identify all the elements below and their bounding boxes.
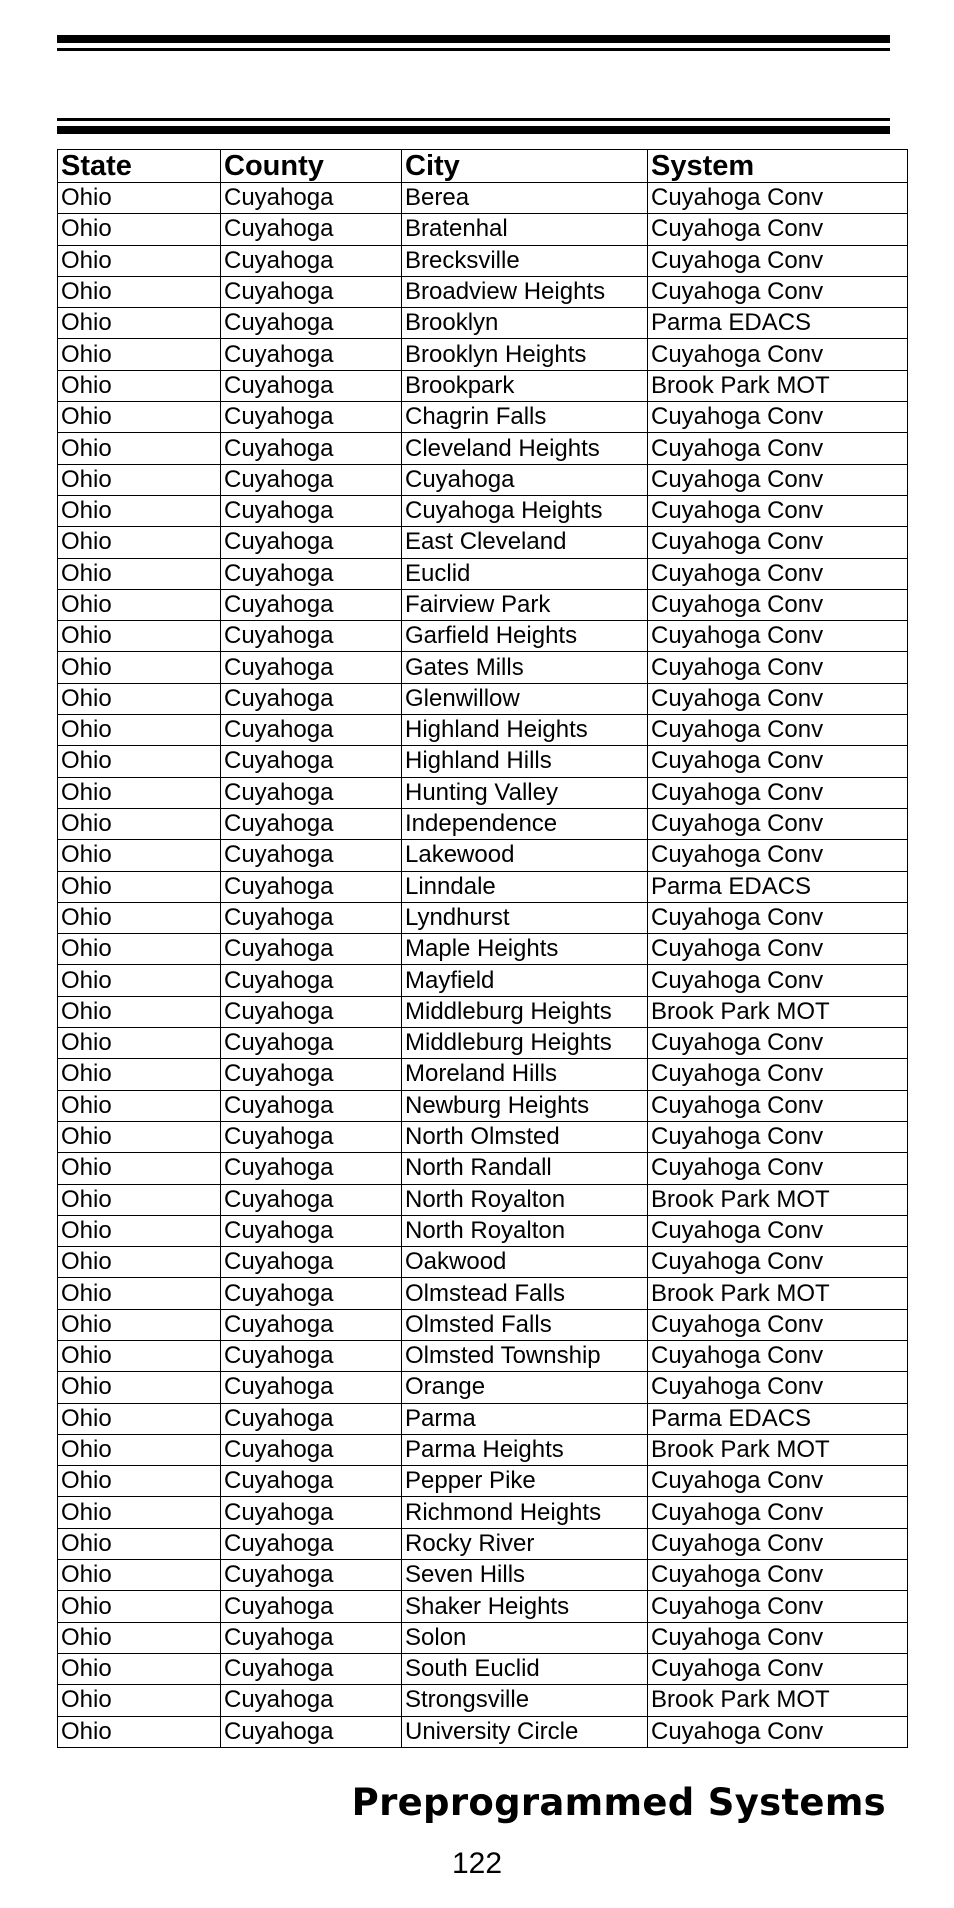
cell-system: Cuyahoga Conv (648, 902, 908, 933)
cell-state: Ohio (58, 214, 221, 245)
cell-county: Cuyahoga (221, 965, 402, 996)
cell-city: Glenwillow (402, 683, 648, 714)
cell-state: Ohio (58, 339, 221, 370)
cell-city: North Royalton (402, 1215, 648, 1246)
cell-city: Independence (402, 808, 648, 839)
table-row (58, 1153, 908, 1184)
cell-state: Ohio (58, 1215, 221, 1246)
cell-state: Ohio (58, 965, 221, 996)
cell-city: Euclid (402, 558, 648, 589)
cell-system: Parma EDACS (648, 1403, 908, 1434)
table-row (58, 746, 908, 777)
table-row (58, 1622, 908, 1653)
cell-system: Cuyahoga Conv (648, 1653, 908, 1684)
cell-system: Cuyahoga Conv (648, 464, 908, 495)
table-row (58, 1466, 908, 1497)
table-row (58, 1059, 908, 1090)
table-row (58, 652, 908, 683)
cell-state: Ohio (58, 1434, 221, 1465)
table-row (58, 527, 908, 558)
cell-county: Cuyahoga (221, 589, 402, 620)
cell-county: Cuyahoga (221, 339, 402, 370)
cell-city: Highland Hills (402, 746, 648, 777)
table-row (58, 1028, 908, 1059)
table-row (58, 339, 908, 370)
cell-system: Cuyahoga Conv (648, 1340, 908, 1371)
cell-system: Cuyahoga Conv (648, 965, 908, 996)
cell-county: Cuyahoga (221, 1184, 402, 1215)
table-row (58, 1591, 908, 1622)
table-row (58, 1653, 908, 1684)
cell-state: Ohio (58, 1340, 221, 1371)
cell-city: Strongsville (402, 1685, 648, 1716)
cell-state: Ohio (58, 402, 221, 433)
header-rule-thin (57, 48, 890, 51)
cell-county: Cuyahoga (221, 1278, 402, 1309)
cell-city: Olmsted Township (402, 1340, 648, 1371)
cell-state: Ohio (58, 1247, 221, 1278)
cell-system: Cuyahoga Conv (648, 1153, 908, 1184)
cell-city: Rocky River (402, 1528, 648, 1559)
cell-system: Cuyahoga Conv (648, 683, 908, 714)
cell-state: Ohio (58, 808, 221, 839)
cell-county: Cuyahoga (221, 276, 402, 307)
cell-county: Cuyahoga (221, 1059, 402, 1090)
cell-system: Cuyahoga Conv (648, 934, 908, 965)
page-number: 122 (451, 1847, 503, 1880)
cell-county: Cuyahoga (221, 1247, 402, 1278)
cell-system: Cuyahoga Conv (648, 402, 908, 433)
cell-city: Linndale (402, 871, 648, 902)
cell-state: Ohio (58, 433, 221, 464)
cell-system: Brook Park MOT (648, 1184, 908, 1215)
cell-city: Olmsted Falls (402, 1309, 648, 1340)
cell-system: Cuyahoga Conv (648, 183, 908, 214)
cell-city: Mayfield (402, 965, 648, 996)
cell-city: Parma Heights (402, 1434, 648, 1465)
header-county: County (221, 150, 402, 183)
table-row (58, 808, 908, 839)
cell-state: Ohio (58, 1685, 221, 1716)
table-row (58, 276, 908, 307)
cell-state: Ohio (58, 1622, 221, 1653)
cell-state: Ohio (58, 1466, 221, 1497)
cell-state: Ohio (58, 652, 221, 683)
cell-system: Cuyahoga Conv (648, 715, 908, 746)
cell-state: Ohio (58, 527, 221, 558)
cell-city: University Circle (402, 1716, 648, 1747)
table-row (58, 433, 908, 464)
cell-city: Chagrin Falls (402, 402, 648, 433)
cell-system: Cuyahoga Conv (648, 808, 908, 839)
table-row (58, 1247, 908, 1278)
cell-city: Hunting Valley (402, 777, 648, 808)
cell-county: Cuyahoga (221, 683, 402, 714)
cell-county: Cuyahoga (221, 1497, 402, 1528)
table-row (58, 1121, 908, 1152)
cell-county: Cuyahoga (221, 308, 402, 339)
cell-county: Cuyahoga (221, 1653, 402, 1684)
cell-system: Cuyahoga Conv (648, 339, 908, 370)
cell-state: Ohio (58, 934, 221, 965)
cell-state: Ohio (58, 495, 221, 526)
cell-system: Cuyahoga Conv (648, 495, 908, 526)
cell-system: Brook Park MOT (648, 1685, 908, 1716)
table-row (58, 683, 908, 714)
cell-county: Cuyahoga (221, 464, 402, 495)
table-row (58, 1403, 908, 1434)
cell-state: Ohio (58, 840, 221, 871)
cell-county: Cuyahoga (221, 402, 402, 433)
cell-county: Cuyahoga (221, 652, 402, 683)
cell-system: Cuyahoga Conv (648, 1309, 908, 1340)
cell-system: Cuyahoga Conv (648, 589, 908, 620)
cell-county: Cuyahoga (221, 1560, 402, 1591)
cell-state: Ohio (58, 621, 221, 652)
table-row (58, 214, 908, 245)
cell-county: Cuyahoga (221, 1403, 402, 1434)
table-row (58, 621, 908, 652)
cell-city: Brooklyn Heights (402, 339, 648, 370)
cell-system: Cuyahoga Conv (648, 1059, 908, 1090)
table-row (58, 589, 908, 620)
table-row (58, 1560, 908, 1591)
cell-state: Ohio (58, 1028, 221, 1059)
cell-system: Brook Park MOT (648, 996, 908, 1027)
table-row (58, 1716, 908, 1747)
cell-city: Broadview Heights (402, 276, 648, 307)
cell-city: Maple Heights (402, 934, 648, 965)
table-row (58, 934, 908, 965)
cell-state: Ohio (58, 683, 221, 714)
cell-city: South Euclid (402, 1653, 648, 1684)
cell-state: Ohio (58, 871, 221, 902)
table-row (58, 1278, 908, 1309)
cell-city: Cuyahoga Heights (402, 495, 648, 526)
cell-state: Ohio (58, 1184, 221, 1215)
cell-state: Ohio (58, 1059, 221, 1090)
cell-state: Ohio (58, 746, 221, 777)
cell-city: Garfield Heights (402, 621, 648, 652)
cell-county: Cuyahoga (221, 1528, 402, 1559)
table-top-rule-thin (57, 118, 890, 121)
cell-city: North Randall (402, 1153, 648, 1184)
cell-city: Brooklyn (402, 308, 648, 339)
cell-city: Bratenhal (402, 214, 648, 245)
cell-county: Cuyahoga (221, 1028, 402, 1059)
table-row (58, 1497, 908, 1528)
cell-system: Cuyahoga Conv (648, 1560, 908, 1591)
header-system: System (648, 150, 908, 183)
cell-state: Ohio (58, 308, 221, 339)
table-row (58, 1685, 908, 1716)
table-row (58, 1340, 908, 1371)
cell-city: Brookpark (402, 370, 648, 401)
cell-system: Cuyahoga Conv (648, 1215, 908, 1246)
cell-state: Ohio (58, 1278, 221, 1309)
cell-system: Cuyahoga Conv (648, 1372, 908, 1403)
cell-city: Gates Mills (402, 652, 648, 683)
table-row (58, 245, 908, 276)
cell-county: Cuyahoga (221, 1372, 402, 1403)
cell-county: Cuyahoga (221, 1434, 402, 1465)
table-row (58, 1434, 908, 1465)
cell-city: Olmstead Falls (402, 1278, 648, 1309)
cell-city: Pepper Pike (402, 1466, 648, 1497)
cell-system: Brook Park MOT (648, 1278, 908, 1309)
section-title: Preprogrammed Systems (351, 1781, 886, 1824)
table-row (58, 1528, 908, 1559)
table-row (58, 495, 908, 526)
cell-state: Ohio (58, 245, 221, 276)
cell-state: Ohio (58, 1090, 221, 1121)
cell-state: Ohio (58, 1403, 221, 1434)
cell-city: Oakwood (402, 1247, 648, 1278)
cell-system: Parma EDACS (648, 308, 908, 339)
table-row (58, 183, 908, 214)
header-city: City (402, 150, 648, 183)
cell-system: Cuyahoga Conv (648, 527, 908, 558)
cell-system: Cuyahoga Conv (648, 621, 908, 652)
cell-city: North Olmsted (402, 1121, 648, 1152)
cell-city: Lakewood (402, 840, 648, 871)
table-row (58, 965, 908, 996)
cell-system: Cuyahoga Conv (648, 1121, 908, 1152)
cell-county: Cuyahoga (221, 996, 402, 1027)
table-row (58, 777, 908, 808)
cell-county: Cuyahoga (221, 1153, 402, 1184)
cell-state: Ohio (58, 1560, 221, 1591)
table-row (58, 1309, 908, 1340)
cell-city: Orange (402, 1372, 648, 1403)
cell-city: Newburg Heights (402, 1090, 648, 1121)
cell-system: Cuyahoga Conv (648, 746, 908, 777)
table-row (58, 1372, 908, 1403)
cell-system: Cuyahoga Conv (648, 214, 908, 245)
cell-county: Cuyahoga (221, 621, 402, 652)
cell-county: Cuyahoga (221, 1090, 402, 1121)
table-row (58, 1184, 908, 1215)
cell-state: Ohio (58, 1497, 221, 1528)
header-state: State (58, 150, 221, 183)
cell-state: Ohio (58, 558, 221, 589)
cell-city: Richmond Heights (402, 1497, 648, 1528)
cell-city: Seven Hills (402, 1560, 648, 1591)
table-row (58, 871, 908, 902)
table-header-row (58, 150, 908, 183)
cell-county: Cuyahoga (221, 1121, 402, 1152)
cell-city: Shaker Heights (402, 1591, 648, 1622)
table-row (58, 308, 908, 339)
cell-state: Ohio (58, 183, 221, 214)
cell-county: Cuyahoga (221, 840, 402, 871)
cell-state: Ohio (58, 777, 221, 808)
table-row (58, 1215, 908, 1246)
cell-county: Cuyahoga (221, 934, 402, 965)
cell-county: Cuyahoga (221, 245, 402, 276)
cell-state: Ohio (58, 1528, 221, 1559)
cell-system: Cuyahoga Conv (648, 558, 908, 589)
cell-state: Ohio (58, 276, 221, 307)
cell-state: Ohio (58, 1591, 221, 1622)
cell-system: Cuyahoga Conv (648, 840, 908, 871)
cell-county: Cuyahoga (221, 214, 402, 245)
cell-system: Cuyahoga Conv (648, 1028, 908, 1059)
cell-city: Lyndhurst (402, 902, 648, 933)
cell-county: Cuyahoga (221, 871, 402, 902)
table-row (58, 464, 908, 495)
cell-county: Cuyahoga (221, 370, 402, 401)
cell-state: Ohio (58, 464, 221, 495)
cell-system: Cuyahoga Conv (648, 276, 908, 307)
table-row (58, 715, 908, 746)
cell-system: Brook Park MOT (648, 1434, 908, 1465)
cell-county: Cuyahoga (221, 1685, 402, 1716)
cell-county: Cuyahoga (221, 527, 402, 558)
cell-system: Cuyahoga Conv (648, 1591, 908, 1622)
table-row (58, 996, 908, 1027)
cell-city: North Royalton (402, 1184, 648, 1215)
cell-city: Moreland Hills (402, 1059, 648, 1090)
cell-city: Brecksville (402, 245, 648, 276)
cell-city: Middleburg Heights (402, 1028, 648, 1059)
table-row (58, 1090, 908, 1121)
cell-system: Cuyahoga Conv (648, 1497, 908, 1528)
cell-state: Ohio (58, 370, 221, 401)
cell-state: Ohio (58, 1309, 221, 1340)
cell-system: Cuyahoga Conv (648, 652, 908, 683)
cell-city: Middleburg Heights (402, 996, 648, 1027)
cell-system: Cuyahoga Conv (648, 1466, 908, 1497)
cell-county: Cuyahoga (221, 495, 402, 526)
cell-system: Cuyahoga Conv (648, 1247, 908, 1278)
cell-system: Cuyahoga Conv (648, 1090, 908, 1121)
cell-city: Parma (402, 1403, 648, 1434)
cell-county: Cuyahoga (221, 1340, 402, 1371)
cell-city: Cuyahoga (402, 464, 648, 495)
cell-system: Cuyahoga Conv (648, 245, 908, 276)
cell-state: Ohio (58, 589, 221, 620)
systems-table (57, 149, 908, 1748)
cell-county: Cuyahoga (221, 902, 402, 933)
cell-city: Berea (402, 183, 648, 214)
cell-county: Cuyahoga (221, 183, 402, 214)
cell-system: Parma EDACS (648, 871, 908, 902)
table-row (58, 402, 908, 433)
cell-county: Cuyahoga (221, 1309, 402, 1340)
cell-city: East Cleveland (402, 527, 648, 558)
cell-city: Fairview Park (402, 589, 648, 620)
table-row (58, 558, 908, 589)
cell-state: Ohio (58, 1653, 221, 1684)
cell-county: Cuyahoga (221, 777, 402, 808)
header-rule-thick (57, 35, 890, 43)
cell-county: Cuyahoga (221, 558, 402, 589)
table-row (58, 902, 908, 933)
cell-system: Brook Park MOT (648, 370, 908, 401)
cell-county: Cuyahoga (221, 808, 402, 839)
cell-county: Cuyahoga (221, 1466, 402, 1497)
cell-state: Ohio (58, 1153, 221, 1184)
cell-county: Cuyahoga (221, 715, 402, 746)
table-row (58, 840, 908, 871)
table-row (58, 370, 908, 401)
table-top-rule-thick (57, 126, 890, 134)
cell-state: Ohio (58, 1716, 221, 1747)
cell-state: Ohio (58, 715, 221, 746)
cell-city: Solon (402, 1622, 648, 1653)
cell-state: Ohio (58, 902, 221, 933)
cell-county: Cuyahoga (221, 746, 402, 777)
cell-system: Cuyahoga Conv (648, 433, 908, 464)
cell-state: Ohio (58, 1372, 221, 1403)
cell-city: Highland Heights (402, 715, 648, 746)
cell-county: Cuyahoga (221, 1716, 402, 1747)
cell-county: Cuyahoga (221, 1622, 402, 1653)
cell-system: Cuyahoga Conv (648, 1716, 908, 1747)
cell-county: Cuyahoga (221, 1591, 402, 1622)
cell-county: Cuyahoga (221, 433, 402, 464)
cell-system: Cuyahoga Conv (648, 1528, 908, 1559)
cell-system: Cuyahoga Conv (648, 1622, 908, 1653)
cell-state: Ohio (58, 1121, 221, 1152)
table-body (58, 183, 908, 1748)
cell-city: Cleveland Heights (402, 433, 648, 464)
cell-state: Ohio (58, 996, 221, 1027)
cell-system: Cuyahoga Conv (648, 777, 908, 808)
cell-county: Cuyahoga (221, 1215, 402, 1246)
